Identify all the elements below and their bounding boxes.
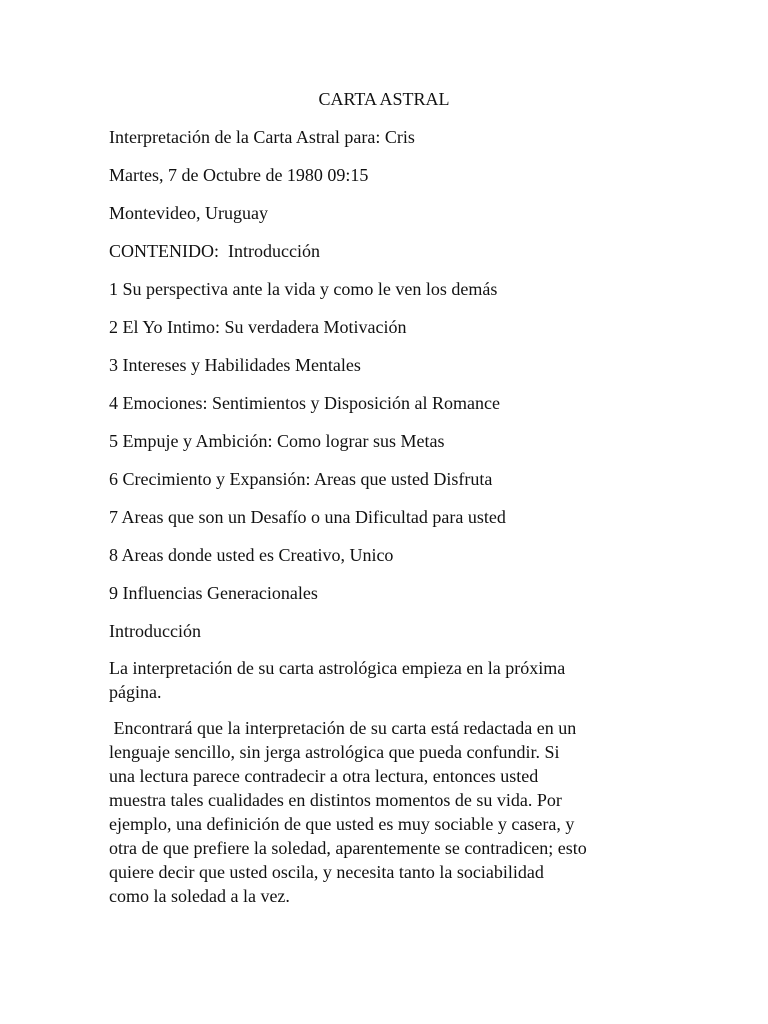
- paragraph-line: Encontrará que la interpretación de su carta está redactada en un: [109, 718, 577, 738]
- intro-heading: Introducción: [109, 621, 201, 641]
- paragraph-line: muestra tales cualidades en distintos momentos de su vida. Por: [109, 790, 562, 810]
- paragraph-line: La interpretación de su carta astrológica empieza en la próxima: [109, 658, 566, 678]
- contents-item-4: 4 Emociones: Sentimientos y Disposición al Romance: [109, 393, 500, 413]
- contents-item-9: 9 Influencias Generacionales: [109, 583, 318, 603]
- birth-date-line: Martes, 7 de Octubre de 1980 09:15: [109, 165, 369, 185]
- intro-paragraph-2: [109, 716, 654, 908]
- intro-paragraph-1: [109, 656, 654, 704]
- contents-item-8: 8 Areas donde usted es Creativo, Unico: [109, 545, 394, 565]
- paragraph-line: página.: [109, 682, 162, 702]
- chart-subject-line: Interpretación de la Carta Astral para: Cris: [109, 127, 415, 147]
- contents-item-3: 3 Intereses y Habilidades Mentales: [109, 355, 361, 375]
- contents-item-5: 5 Empuje y Ambición: Como lograr sus Metas: [109, 431, 445, 451]
- paragraph-line: como la soledad a la vez.: [109, 886, 290, 906]
- birth-place-line: Montevideo, Uruguay: [109, 203, 268, 223]
- paragraph-line: quiere decir que usted oscila, y necesita tanto la sociabilidad: [109, 862, 544, 882]
- contents-item-7: 7 Areas que son un Desafío o una Dificultad para usted: [109, 507, 506, 527]
- paragraph-line: lenguaje sencillo, sin jerga astrológica que pueda confundir. Si: [109, 742, 560, 762]
- contents-item-2: 2 El Yo Intimo: Su verdadera Motivación: [109, 317, 407, 337]
- contents-item-6: 6 Crecimiento y Expansión: Areas que usted Disfruta: [109, 469, 493, 489]
- contents-item-1: 1 Su perspectiva ante la vida y como le ven los demás: [109, 279, 498, 299]
- paragraph-line: una lectura parece contradecir a otra lectura, entonces usted: [109, 766, 539, 786]
- paragraph-line: otra de que prefiere la soledad, aparentemente se contradicen; esto: [109, 838, 587, 858]
- contents-heading: CONTENIDO: Introducción: [109, 241, 320, 261]
- paragraph-line: ejemplo, una definición de que usted es muy sociable y casera, y: [109, 814, 575, 834]
- document-title: CARTA ASTRAL: [318, 89, 450, 109]
